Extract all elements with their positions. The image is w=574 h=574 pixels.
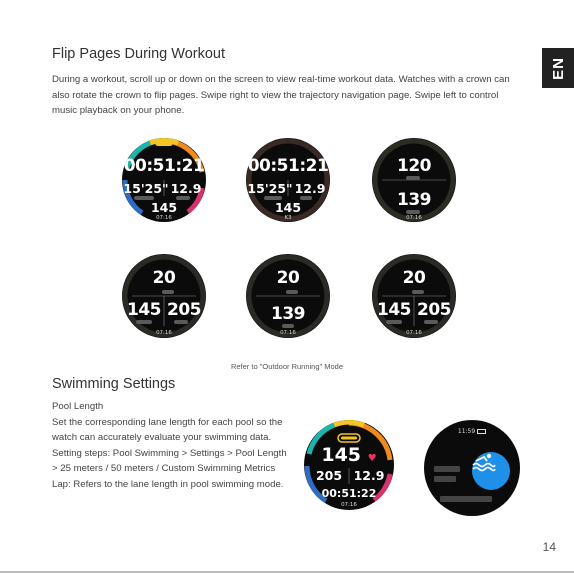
heart-icon: ♥ (367, 453, 377, 464)
language-tab: EN (542, 48, 574, 88)
metric-top-value: 120 (397, 156, 431, 176)
pace-value: 15'25" (247, 181, 293, 196)
metric-top-value: 20 (152, 268, 176, 288)
bottom-rule (0, 571, 574, 573)
swim-mode-button[interactable] (472, 452, 510, 490)
metric-left-value: 145 (127, 300, 161, 320)
battery-icon (477, 429, 486, 434)
watch-ring (372, 254, 456, 338)
watch-bottom-label: 07:16 (341, 502, 357, 508)
watch-bottom-label: 07:16 (406, 330, 422, 336)
watch-bottom-label: K3 (284, 215, 292, 221)
watch-face-swim (304, 420, 394, 510)
swim-heart-rate: 145 (321, 444, 362, 466)
pool-length-section (52, 399, 292, 492)
metric-top-value: 20 (402, 268, 426, 288)
watch-face-swim-menu (424, 420, 520, 516)
heart-rate-value: 145 (274, 200, 302, 215)
pool-length-steps: Setting steps: Pool Swimming > Settings > Pool Length > 25 meters / 50 meters / Custom Swimming Metrics (52, 447, 287, 474)
page-title: Flip Pages During Workout (52, 46, 226, 62)
metric-left-value: 145 (377, 300, 411, 320)
section-title-swimming: Swimming Settings (52, 376, 176, 392)
watch-bottom-label: 07:16 (406, 215, 422, 221)
metric-mid-value: 139 (271, 304, 305, 324)
metric-right-value: 205 (167, 300, 201, 320)
watch-bottom-label: 07:16 (156, 215, 172, 221)
watch-face-cadence-2 (246, 254, 330, 338)
watch-bottom-label: 07:16 (156, 330, 172, 336)
figure-caption: Refer to "Outdoor Running" Mode (230, 362, 344, 371)
metric-right-value: 205 (417, 300, 451, 320)
heart-rate-value: 145 (150, 200, 178, 215)
pool-length-heading: Pool Length (52, 401, 104, 412)
watch-face-pace-2 (246, 138, 330, 222)
swimmer-icon (472, 452, 496, 472)
watch-face-cadence-3 (372, 254, 456, 338)
pace-value: 15'25" (123, 181, 169, 196)
watch-bottom-label: 07:16 (280, 330, 296, 336)
page-number: 14 (542, 540, 556, 554)
pool-length-lap: Lap: Refers to the lane length in pool swimming mode. (52, 478, 284, 490)
swim-right-value: 12.9 (353, 468, 385, 483)
metric-top-value: 20 (276, 268, 300, 288)
workout-time: 00:51:21 (247, 156, 329, 176)
watch-face-heart (372, 138, 456, 222)
distance-value: 12.9 (294, 181, 326, 196)
watch-face-pace (122, 138, 206, 222)
workout-time: 00:51:21 (123, 156, 205, 176)
watch-ring (122, 254, 206, 338)
swim-left-value: 205 (315, 468, 343, 483)
pool-length-text: Set the corresponding lane length for each pool so the watch can accurately evaluate your swimming data. (52, 416, 283, 443)
intro-paragraph: During a workout, scroll up or down on the screen to view real-time workout data. Watches with a crown can also rotate the crown to flip pages. Swipe right to view the trajectory navigation page. Swipe left to control music playback on your phone. (52, 74, 510, 116)
metric-mid-value: 139 (397, 190, 431, 210)
status-clock: 11:59 (424, 428, 520, 435)
distance-value: 12.9 (170, 181, 202, 196)
swim-time: 00:51:22 (321, 487, 377, 500)
watch-face-cadence (122, 254, 206, 338)
